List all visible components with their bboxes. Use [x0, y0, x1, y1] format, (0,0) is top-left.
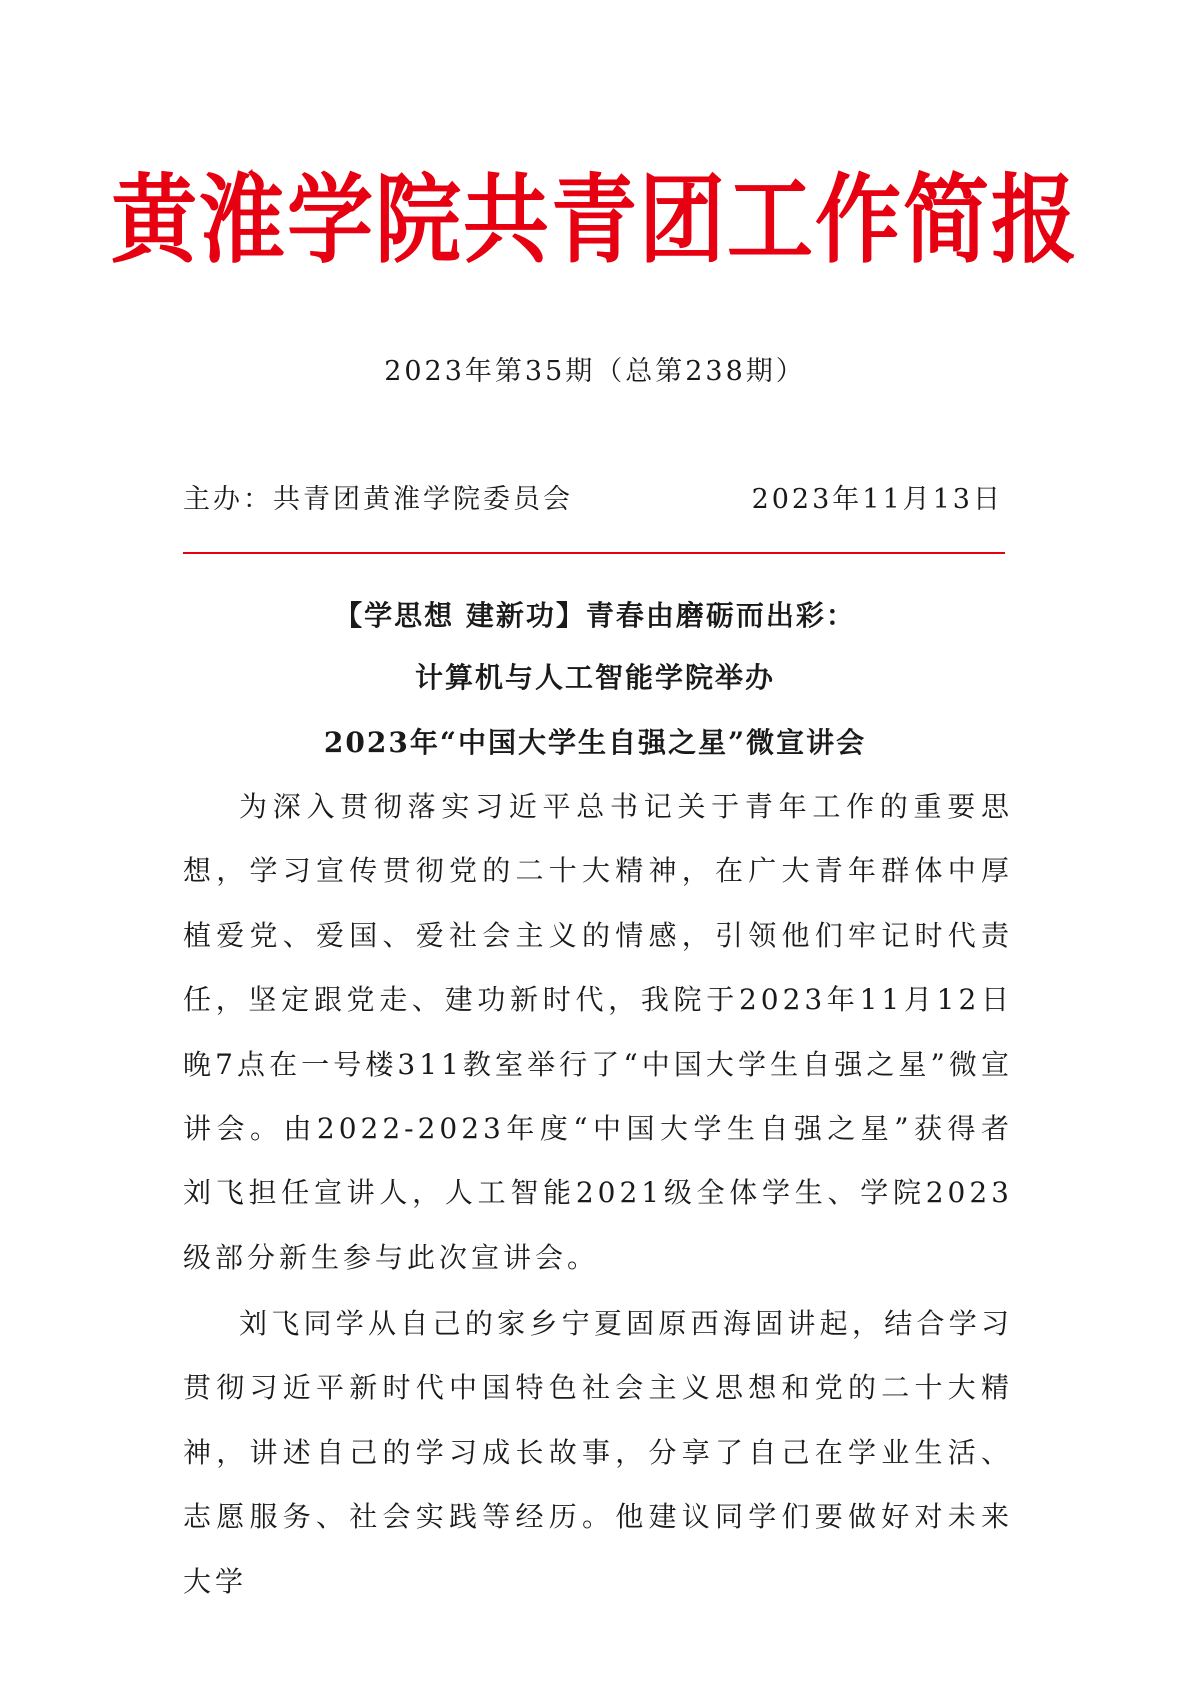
sponsor-label: 主办：共青团黄淮学院委员会: [183, 484, 573, 515]
bulletin-masthead: 黄淮学院共青团工作简报: [111, 165, 1079, 277]
article-paragraph-1: 为深入贯彻落实习近平总书记关于青年工作的重要思想，学习宣传贯彻党的二十大精神，在广大青年群体中厚植爱党、爱国、爱社会主义的情感，引领他们牢记时代责任，坚定跟党走、建功新时代，我院于2023年11月12日晚7点在一号楼311教室举行了“中国大学生自强之星”微宣讲会。由2022-2023年度“中国大学生自强之星”获得者刘飞担任宣讲人，人工智能2021级全体学生、学院2023级部分新生参与此次宣讲会。: [183, 790, 1013, 1274]
article-title-line-1: 【学思想 建新功】青春由磨砺而出彩：: [334, 599, 856, 632]
article-paragraph-2: 刘飞同学从自己的家乡宁夏固原西海固讲起，结合学习贯彻习近平新时代中国特色社会主义思想和党的二十大精神，讲述自己的学习成长故事，分享了自己在学业生活、志愿服务、社会实践等经历。他建议同学们要做好对未来大学: [183, 1307, 1013, 1598]
header-divider: [183, 552, 1005, 554]
publish-date: 2023年11月13日: [751, 484, 1003, 515]
article-title-line-3: 2023年“中国大学生自强之星”微宣讲会: [323, 726, 867, 759]
issue-number: 2023年第35期（总第238期）: [384, 356, 806, 387]
article-title-line-2: 计算机与人工智能学院举办: [414, 661, 775, 694]
